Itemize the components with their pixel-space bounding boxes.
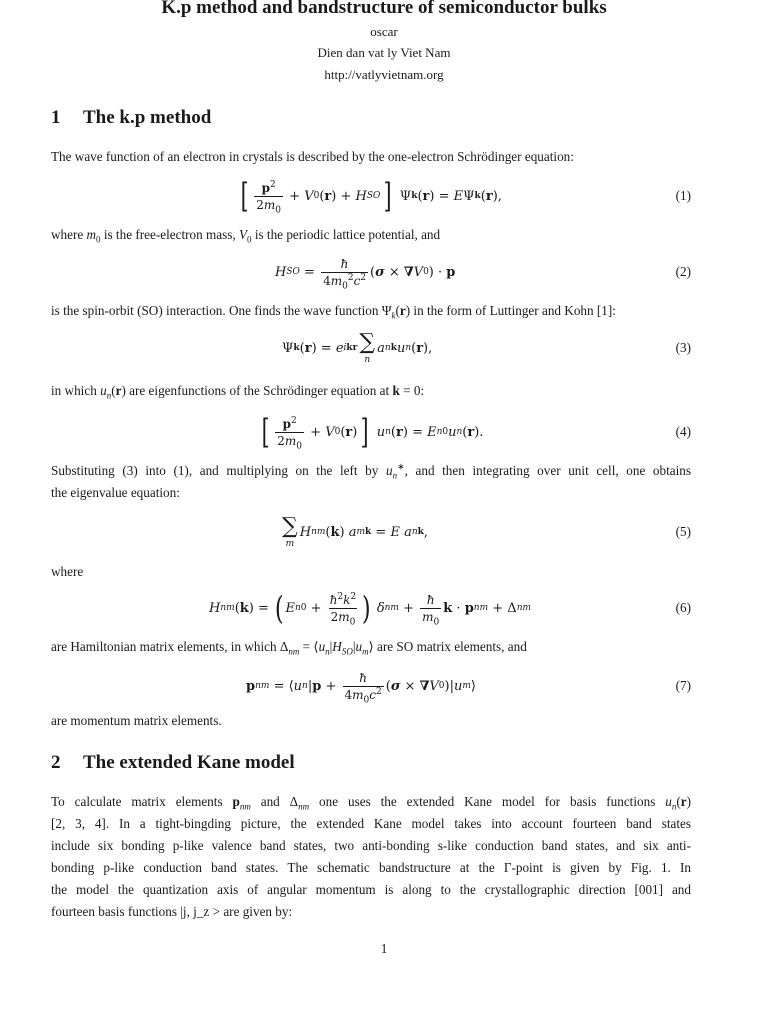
text-line: include six bonding p-like valence band states, two anti-bonding s-like conduction band states, and six anti- xyxy=(51,838,691,853)
section-heading xyxy=(51,752,295,774)
equation-number: (4) xyxy=(675,424,691,439)
equation-body: p nm = ⟨ u n | p + $\frac{ħ}{4m_0c^2}$ ( σ × ∇ V 0 )| u m ⟩ xyxy=(246,670,476,705)
equation-number: (3) xyxy=(675,340,691,355)
equation-2 xyxy=(0,252,768,292)
section-title: The extended Kane model xyxy=(83,752,295,773)
paragraph xyxy=(51,636,691,658)
equation-number: (2) xyxy=(675,264,691,279)
text-line: [2, 3, 4]. In a tight-bingding picture, the extended Kane model takes into account fourteen band states xyxy=(51,816,691,831)
equation-body: [ $\frac{p^2}{2m_0}$ + V 0 ( r ) + H SO ] Ψ k ( r ) = E Ψ k ( r ), xyxy=(240,176,502,216)
text-line: The wave function of an electron in crystals is described by the one-electron Schrödinger equation: xyxy=(51,149,574,164)
section-number: 1 xyxy=(51,107,61,128)
text-line: bonding p-like conduction band states. The schematic bandstructure at the Γ-point is given by Fig. 1. In xyxy=(51,860,691,875)
equation-number: (7) xyxy=(675,678,691,693)
text-line: the model the quantization axis of angular momentum is along to the crystallographic direction [001] and xyxy=(51,882,691,897)
equation-1 xyxy=(0,176,768,216)
equation-number: (1) xyxy=(675,188,691,203)
text-line: in which $u_n(r)$ are eigenfunctions of the Schrödinger equation at k = 0: xyxy=(51,383,425,401)
equation-7 xyxy=(0,666,768,706)
equation-6 xyxy=(0,588,768,628)
paragraph xyxy=(51,224,691,246)
paragraph xyxy=(51,710,691,732)
text-line: are momentum matrix elements. xyxy=(51,713,222,728)
paragraph xyxy=(51,300,691,322)
section-heading xyxy=(51,107,211,129)
text-line: where $m_0$ is the free-electron mass, $V_0$ is the periodic lattice potential, and xyxy=(51,227,441,245)
equation-body: H nm ( k ) = ( E n 0 + $\frac{ħ^2k^2}{2m_0}$ ) δ nm + $\frac{ħ}{m_0}$ k · p nm + Δ nm xyxy=(209,589,532,627)
text-line: is the spin-orbit (SO) interaction. One finds the wave function $\Psi_k(r)$ in the form of Luttinger and Kohn [1]: xyxy=(51,303,616,321)
text-line: Substituting (3) into (1), and multiplying on the left by $u_n^∗$, and then integrating over unit cell, one obtains xyxy=(51,461,691,481)
affiliation: Dien dan vat ly Viet Nam xyxy=(317,45,451,60)
paragraph xyxy=(51,460,691,504)
equation-body: [ $\frac{p^2}{2m_0}$ + V 0 ( r ) ] u n ( r ) = E n 0 u n ( r ). xyxy=(261,412,484,452)
text-line: fourteen basis functions |j, j_z > are given by: xyxy=(51,904,293,919)
text-line: the eigenvalue equation: xyxy=(51,485,180,500)
text-line: To calculate matrix elements $p_{nm}$ and $\Delta_{nm}$ one uses the extended Kane model for basis functions $u_n(r)$ xyxy=(51,794,691,812)
paragraph xyxy=(51,146,691,168)
section-title: The k.p method xyxy=(83,107,212,128)
equation-body: Ψ k ( r ) = e ikr ∑ n a nk u n ( r ), xyxy=(282,329,433,365)
author: oscar xyxy=(370,24,398,39)
paragraph xyxy=(51,561,691,583)
equation-number: (5) xyxy=(675,524,691,539)
paragraph xyxy=(51,380,691,402)
paper-title: K.p method and bandstructure of semiconductor bulks xyxy=(161,0,607,18)
page-number: 1 xyxy=(380,941,388,956)
paragraph xyxy=(51,791,691,923)
text-line: are Hamiltonian matrix elements, in which $\Delta_{nm}$ = $⟨u_n|H_{SO}|u_m⟩$ are SO matrix elements, and xyxy=(51,639,527,657)
section-number: 2 xyxy=(51,752,61,773)
text-line: where xyxy=(51,564,84,579)
equation-5 xyxy=(0,512,768,552)
equation-body: H SO = $\frac{ħ}{4m_0^2c^2}$ ( σ × ∇ V 0 ) · p xyxy=(275,256,456,291)
equation-3 xyxy=(0,328,768,368)
website-url: http://vatlyvietnam.org xyxy=(324,67,444,82)
equation-number: (6) xyxy=(675,600,691,615)
equation-4 xyxy=(0,412,768,452)
equation-body: ∑ m H nm ( k ) a mk = E a nk , xyxy=(282,513,429,549)
